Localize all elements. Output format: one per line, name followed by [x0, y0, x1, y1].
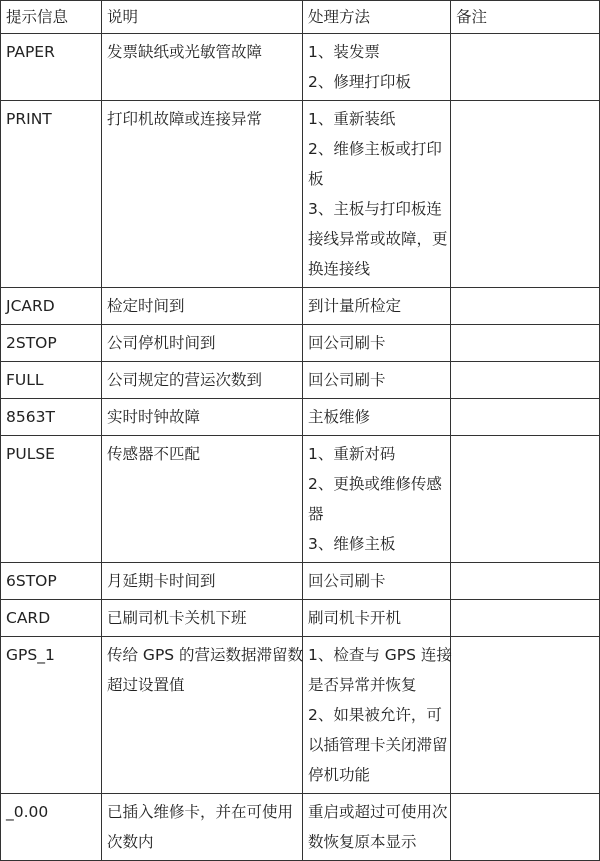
cell-description [102, 399, 303, 436]
cell-handling-method [303, 288, 451, 325]
method-line: 1、装发票 [308, 43, 380, 61]
description-line: 发票缺纸或光敏管故障 [107, 43, 263, 61]
cell-remarks [451, 794, 600, 861]
header-description: 说明 [102, 1, 303, 34]
cell-remarks [451, 436, 600, 563]
cell-prompt-code: CARD [1, 600, 102, 637]
table-row [1, 288, 600, 325]
description-line: 超过设置值 [107, 676, 185, 694]
cell-prompt-code: JCARD [1, 288, 102, 325]
method-line: 1、重新装纸 [308, 110, 396, 128]
header-prompt-info: 提示信息 [1, 1, 102, 34]
cell-remarks [451, 325, 600, 362]
description-line: 已插入维修卡，并在可使用 [107, 803, 294, 821]
cell-remarks [451, 288, 600, 325]
cell-description [102, 288, 303, 325]
table-row [1, 794, 600, 861]
method-line: 到计量所检定 [308, 297, 402, 315]
method-line: 2、维修主板或打印 [308, 140, 442, 158]
cell-remarks [451, 101, 600, 288]
table-row [1, 325, 600, 362]
method-line: 接线异常或故障，更 [308, 230, 448, 248]
method-line: 回公司刷卡 [308, 334, 386, 352]
cell-description [102, 325, 303, 362]
method-line: 主板维修 [308, 408, 371, 426]
method-line: 换连接线 [308, 260, 371, 278]
table-row [1, 637, 600, 794]
cell-handling-method [303, 399, 451, 436]
method-line: 3、维修主板 [308, 535, 396, 553]
method-line: 器 [308, 505, 324, 523]
cell-description [102, 436, 303, 563]
table-row [1, 362, 600, 399]
cell-description [102, 34, 303, 101]
method-line: 1、重新对码 [308, 445, 396, 463]
cell-description [102, 600, 303, 637]
cell-prompt-code: 8563T [1, 399, 102, 436]
method-line: 3、主板与打印板连 [308, 200, 442, 218]
table-row [1, 101, 600, 288]
method-line: 2、如果被允许，可 [308, 706, 442, 724]
cell-prompt-code: 2STOP [1, 325, 102, 362]
cell-prompt-code: PULSE [1, 436, 102, 563]
method-line: 以插管理卡关闭滞留 [308, 736, 448, 754]
table-row [1, 563, 600, 600]
cell-remarks [451, 399, 600, 436]
cell-handling-method [303, 34, 451, 101]
cell-remarks [451, 563, 600, 600]
cell-prompt-code: 6STOP [1, 563, 102, 600]
method-line: 停机功能 [308, 766, 371, 784]
cell-description [102, 637, 303, 794]
cell-handling-method [303, 600, 451, 637]
table-row [1, 436, 600, 563]
method-line: 是否异常并恢复 [308, 676, 417, 694]
cell-remarks [451, 34, 600, 101]
method-line: 1、检查与 GPS 连接 [308, 646, 452, 664]
description-line: 次数内 [107, 833, 154, 851]
method-line: 数恢复原本显示 [308, 833, 417, 851]
cell-handling-method [303, 325, 451, 362]
table-row [1, 34, 600, 101]
description-line: 传感器不匹配 [107, 445, 201, 463]
cell-prompt-code: _0.00 [1, 794, 102, 861]
table-body [1, 34, 600, 861]
method-line: 回公司刷卡 [308, 371, 386, 389]
cell-prompt-code: GPS_1 [1, 637, 102, 794]
cell-handling-method [303, 101, 451, 288]
description-line: 已刷司机卡关机下班 [107, 609, 247, 627]
header-handling-method: 处理方法 [303, 1, 451, 34]
method-line: 板 [308, 170, 324, 188]
description-line: 公司停机时间到 [107, 334, 216, 352]
cell-description [102, 101, 303, 288]
method-line: 2、修理打印板 [308, 73, 411, 91]
cell-handling-method [303, 362, 451, 399]
description-line: 检定时间到 [107, 297, 185, 315]
description-line: 实时时钟故障 [107, 408, 201, 426]
cell-prompt-code: PAPER [1, 34, 102, 101]
header-row [1, 1, 600, 34]
cell-handling-method [303, 637, 451, 794]
cell-remarks [451, 600, 600, 637]
cell-prompt-code: FULL [1, 362, 102, 399]
method-line: 刷司机卡开机 [308, 609, 402, 627]
cell-handling-method [303, 436, 451, 563]
description-line: 公司规定的营运次数到 [107, 371, 263, 389]
cell-description [102, 563, 303, 600]
description-line: 打印机故障或连接异常 [107, 110, 263, 128]
cell-remarks [451, 362, 600, 399]
table-row [1, 399, 600, 436]
table-row [1, 600, 600, 637]
cell-remarks [451, 637, 600, 794]
method-line: 重启或超过可使用次 [308, 803, 448, 821]
method-line: 2、更换或维修传感 [308, 475, 442, 493]
description-line: 月延期卡时间到 [107, 572, 216, 590]
cell-description [102, 794, 303, 861]
cell-handling-method [303, 794, 451, 861]
cell-prompt-code: PRINT [1, 101, 102, 288]
cell-handling-method [303, 563, 451, 600]
cell-description [102, 362, 303, 399]
header-remarks: 备注 [451, 1, 600, 34]
description-line: 传给 GPS 的营运数据滞留数 [107, 646, 304, 664]
method-line: 回公司刷卡 [308, 572, 386, 590]
